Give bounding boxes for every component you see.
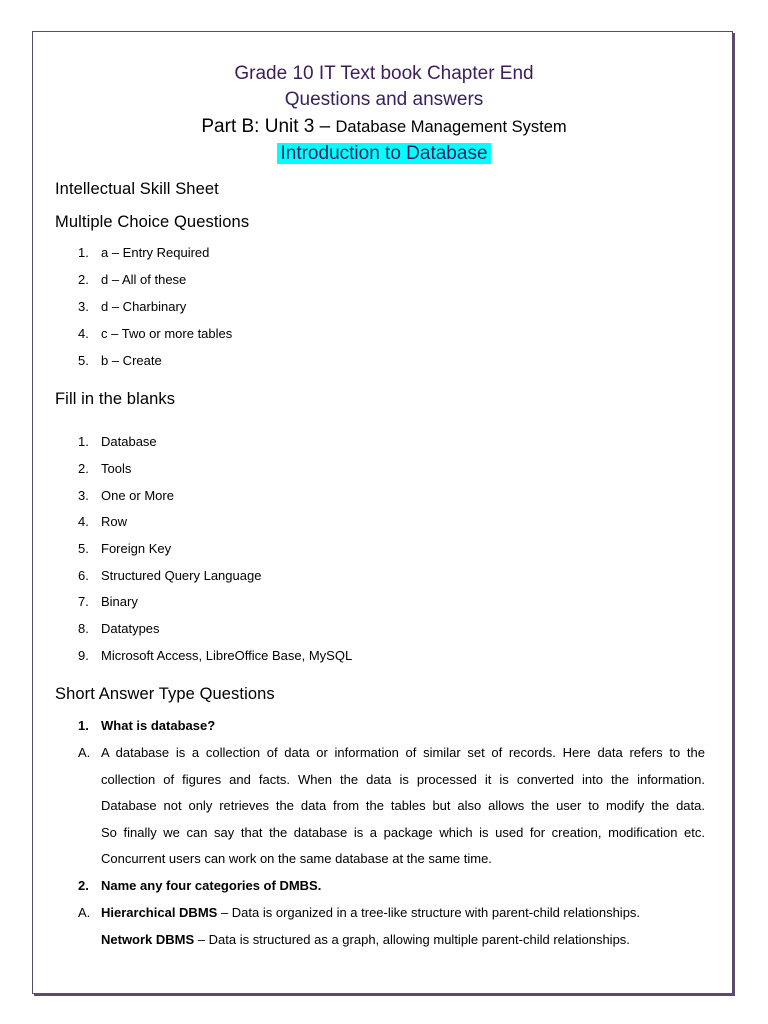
short-answer-heading: Short Answer Type Questions xyxy=(55,685,275,703)
document-title-line1: Grade 10 IT Text book Chapter End xyxy=(234,63,534,84)
answer-1-line: collection of figures and facts. When the data is processed it is converted into the information. xyxy=(101,772,705,787)
term-network: Network DBMS xyxy=(101,932,195,947)
answer-marker: A. xyxy=(78,745,91,760)
document-title-line2: Questions and answers xyxy=(284,89,484,110)
answer-1-line: A database is a collection of data or information of similar set of records. Here data refers to the xyxy=(101,745,705,760)
answer-1-line: Database not only retrieves the data from the tables but also allows the user to modify the data. xyxy=(101,798,705,813)
term-hierarchical: Hierarchical DBMS xyxy=(101,905,218,920)
answer-marker: A. xyxy=(78,905,91,920)
answer-2-line: Network DBMS – Data is structured as a graph, allowing multiple parent-child relationships. xyxy=(101,932,630,947)
skill-sheet-heading: Intellectual Skill Sheet xyxy=(55,180,219,198)
answer-1-line: Concurrent users can work on the same database at the same time. xyxy=(101,851,492,866)
fill-blanks-heading: Fill in the blanks xyxy=(55,390,176,408)
mcq-heading: Multiple Choice Questions xyxy=(55,213,250,231)
part-unit-heading xyxy=(0,115,768,139)
answer-1-line: So finally we can say that the database is a package which is used for creation, modification etc. xyxy=(101,825,705,840)
answer-2-line: Hierarchical DBMS – Data is organized in a tree-like structure with parent-child relationships. xyxy=(101,905,641,920)
part-subject: Database Management System xyxy=(335,118,567,136)
part-label: Part B: Unit 3 – xyxy=(201,116,331,137)
chapter-title-highlight: Introduction to Database xyxy=(277,143,490,164)
chapter-title xyxy=(0,142,768,166)
